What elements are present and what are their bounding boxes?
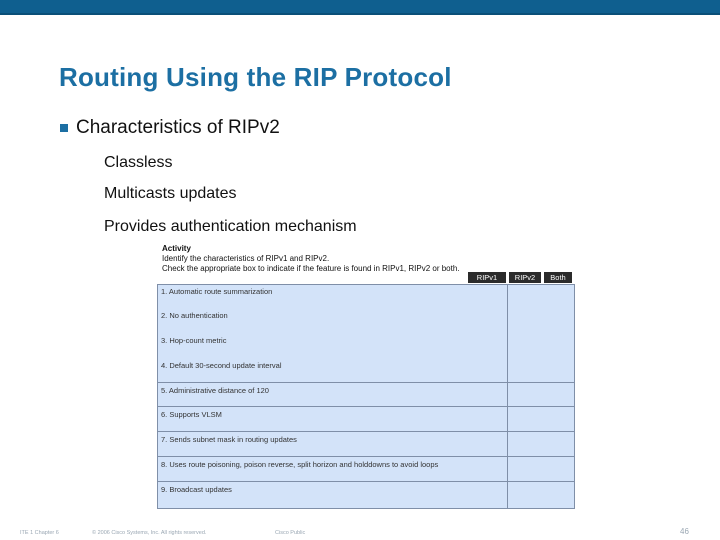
top-banner-line xyxy=(0,13,720,15)
column-header-both: Both xyxy=(544,272,572,283)
table-row[interactable]: 4. Default 30-second update interval xyxy=(161,361,282,370)
table-row[interactable]: 5. Administrative distance of 120 xyxy=(161,386,269,395)
page-number: 46 xyxy=(680,527,689,536)
footer-copyright: © 2006 Cisco Systems, Inc. All rights reserved. xyxy=(92,530,207,536)
table-row[interactable]: 6. Supports VLSM xyxy=(161,410,222,419)
column-header-ripv2: RIPv2 xyxy=(509,272,541,283)
table-row[interactable]: 2. No authentication xyxy=(161,311,228,320)
subitem-classless: Classless xyxy=(104,154,173,171)
bullet-text: Characteristics of RIPv2 xyxy=(76,117,280,138)
row-divider xyxy=(158,456,574,457)
column-header-ripv1: RIPv1 xyxy=(468,272,506,283)
square-bullet-icon xyxy=(60,124,68,132)
table-row[interactable]: 7. Sends subnet mask in routing updates xyxy=(161,435,297,444)
subitem-authentication: Provides authentication mechanism xyxy=(104,218,357,235)
table-row[interactable]: 8. Uses route poisoning, poison reverse, split horizon and holddowns to avoid loops xyxy=(161,460,439,469)
row-divider xyxy=(158,382,574,383)
activity-table xyxy=(157,284,575,509)
activity-instructions xyxy=(162,244,460,274)
column-divider xyxy=(507,285,508,508)
table-row[interactable]: 9. Broadcast updates xyxy=(161,485,232,494)
row-divider xyxy=(158,406,574,407)
activity-line-2: Check the appropriate box to indicate if the feature is found in RIPv1, RIPv2 or both. xyxy=(162,264,460,273)
activity-line-1: Identify the characteristics of RIPv1 and RIPv2. xyxy=(162,254,330,263)
footer-classification: Cisco Public xyxy=(275,530,306,536)
table-row[interactable]: 1. Automatic route summarization xyxy=(161,287,273,296)
slide-title: Routing Using the RIP Protocol xyxy=(59,62,452,92)
row-divider xyxy=(158,431,574,432)
subitem-multicasts: Multicasts updates xyxy=(104,185,237,202)
top-banner xyxy=(0,0,720,13)
footer-course: ITE 1 Chapter 6 xyxy=(20,530,59,536)
activity-title: Activity xyxy=(162,244,191,253)
table-row[interactable]: 3. Hop-count metric xyxy=(161,336,227,345)
row-divider xyxy=(158,481,574,482)
